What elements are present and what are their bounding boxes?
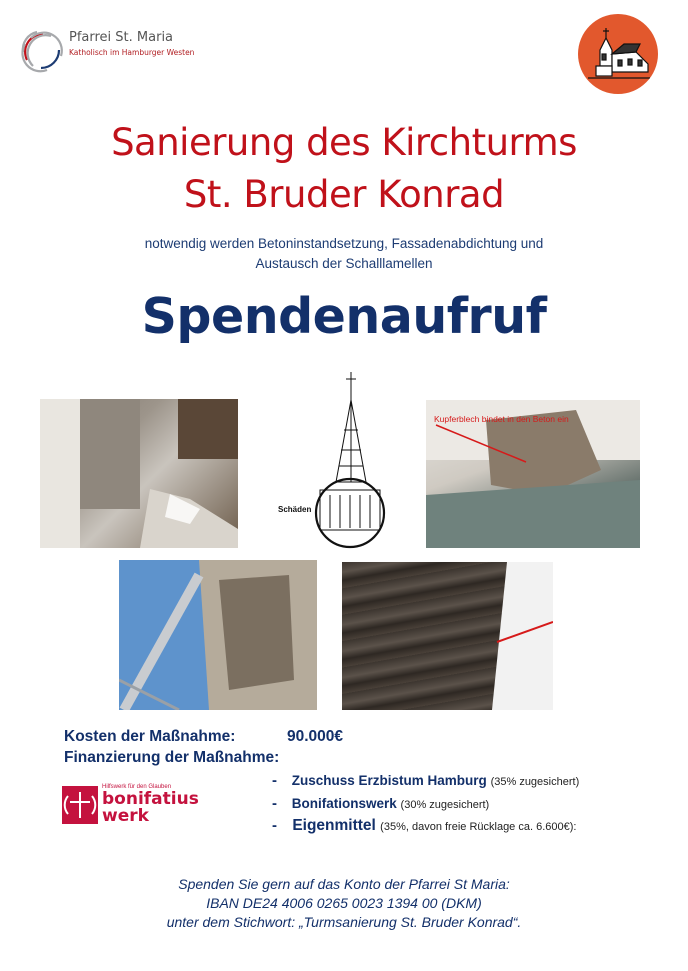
church-tower-diagram bbox=[270, 370, 390, 550]
bonifatius-tagline: Hilfswerk für den Glauben bbox=[102, 784, 172, 790]
damage-photo-concrete-corner bbox=[40, 399, 238, 548]
bonifatius-cross-icon bbox=[62, 786, 98, 824]
damage-photo-louvres bbox=[342, 562, 553, 710]
financing-item: - Eigenmittel (35%, davon freie Rücklage ca. 6.600€): bbox=[272, 817, 577, 834]
parish-logo bbox=[17, 26, 207, 76]
damage-photo-copper-sheet bbox=[426, 400, 640, 548]
org-tagline: Katholisch im Hamburger Westen bbox=[69, 48, 195, 57]
diagram-label: Schäden bbox=[278, 505, 312, 514]
cost-value: 90.000€ bbox=[287, 728, 344, 745]
financing-item-note: (30% zugesichert) bbox=[400, 799, 490, 811]
financing-item-name: Eigenmittel bbox=[292, 817, 376, 834]
subtitle-line-2: Austausch der Schalllamellen bbox=[255, 256, 433, 271]
financing-item-note: (35% zugesichert) bbox=[490, 776, 580, 788]
donation-line-1: Spenden Sie gern auf das Konto der Pfarrei St Maria: bbox=[178, 876, 510, 892]
donation-iban: IBAN DE24 4006 0265 0023 1394 00 (DKM) bbox=[206, 895, 482, 911]
financing-item-note: (35%, davon freie Rücklage ca. 6.600€): bbox=[380, 821, 577, 833]
financing-item-name: Zuschuss Erzbistum Hamburg bbox=[291, 773, 487, 788]
bonifatius-name: bonifatius werk bbox=[102, 789, 199, 826]
bonifatiuswerk-logo bbox=[62, 784, 202, 828]
title-line-2: St. Bruder Konrad bbox=[183, 173, 505, 216]
financing-item-name: Bonifationswerk bbox=[291, 796, 397, 811]
church-logo bbox=[578, 14, 658, 94]
globe-logo-icon bbox=[17, 26, 65, 74]
org-name: Pfarrei St. Maria bbox=[69, 30, 174, 45]
appeal-heading: Spendenaufruf bbox=[141, 288, 547, 345]
photo-annotation: Kupferblech bindet in den Beton ein bbox=[434, 414, 569, 424]
cost-label: Kosten der Maßnahme: bbox=[64, 728, 236, 745]
church-icon bbox=[578, 14, 658, 94]
damage-photo-underside bbox=[119, 560, 317, 710]
title-line-1: Sanierung des Kirchturms bbox=[111, 121, 577, 164]
donation-keyword: unter dem Stichwort: „Turmsanierung St. Bruder Konrad“. bbox=[166, 914, 522, 930]
subtitle-line-1: notwendig werden Betoninstandsetzung, Fassadenabdichtung und bbox=[144, 236, 544, 251]
financing-item: - Bonifationswerk (30% zugesichert) bbox=[272, 795, 490, 812]
financing-label: Finanzierung der Maßnahme: bbox=[64, 749, 280, 766]
financing-item: - Zuschuss Erzbistum Hamburg (35% zugesichert) bbox=[272, 772, 580, 789]
